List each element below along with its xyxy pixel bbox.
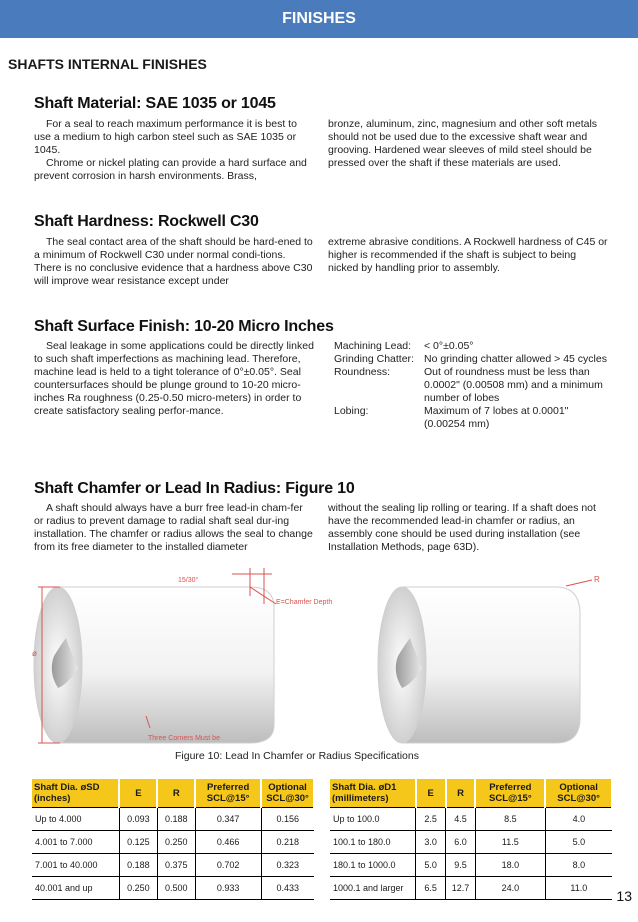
table-cell: 8.0 xyxy=(545,854,612,877)
table-cell: 4.001 to 7.000 xyxy=(32,831,119,854)
spec-row xyxy=(334,340,610,353)
table-cell: 8.5 xyxy=(475,808,545,831)
chamfer-depth-label: E=Chamfer Depth xyxy=(276,599,333,606)
paragraph: bronze, aluminum, zinc, magnesium and other soft metals should not be used due to the excessive shaft wear and grooving. Hardened wear sleeves of mild steel should be pressed over the shaft if these materials are used. xyxy=(328,118,598,169)
page-number: 13 xyxy=(616,888,632,904)
shaft-material-left xyxy=(34,118,314,183)
table-cell: 0.347 xyxy=(195,808,261,831)
column-header: Shaft Dia. øD1 (millimeters) xyxy=(330,779,416,808)
table-cell: 0.466 xyxy=(195,831,261,854)
paragraph: For a seal to reach maximum performance it is best to use a medium to high carbon steel such as SAE 1035 or 1045. xyxy=(34,118,297,156)
spec-label: Lobing: xyxy=(334,405,369,417)
table-cell: 180.1 to 1000.0 xyxy=(330,854,416,877)
shaft-chamfer-left xyxy=(34,502,314,554)
spec-row xyxy=(334,366,610,405)
table-cell: 0.250 xyxy=(157,831,195,854)
table-row xyxy=(32,808,314,831)
spec-value: < 0°±0.05° xyxy=(424,340,474,352)
table-cell: 6.0 xyxy=(446,831,476,854)
table-row xyxy=(32,877,314,900)
paragraph: The seal contact area of the shaft should be hard-ened to a minimum of Rockwell C30 under normal condi-tions. There is no conclusive evidence that a hardness above C30 will improve wear resistance except under xyxy=(34,236,313,287)
shaft-chamfer-title: Shaft Chamfer or Lead In Radius: Figure 10 xyxy=(34,480,355,497)
shaft-hardness-right xyxy=(328,236,608,275)
shaft-surface-title: Shaft Surface Finish: 10-20 Micro Inches xyxy=(34,318,334,335)
table-cell: 0.433 xyxy=(261,877,314,900)
table-cell: 7.001 to 40.000 xyxy=(32,854,119,877)
shaft-hardness-left xyxy=(34,236,314,288)
column-header: R xyxy=(446,779,476,808)
table-cell: Up to 100.0 xyxy=(330,808,416,831)
chamfered-shaft xyxy=(32,568,332,743)
radiused-shaft xyxy=(378,575,600,743)
shaft-hardness-title: Shaft Hardness: Rockwell C30 xyxy=(34,213,259,230)
table-cell: 6.5 xyxy=(416,877,446,900)
table-cell: 12.7 xyxy=(446,877,476,900)
spec-row xyxy=(334,353,610,366)
table-cell: 3.0 xyxy=(416,831,446,854)
shaft-material-right xyxy=(328,118,608,170)
inch-spec-table xyxy=(32,779,315,900)
spec-value: Out of roundness must be less than 0.0002" (0.00508 mm) and a minimum number of lobes xyxy=(424,366,603,404)
chamfer-figure xyxy=(0,560,638,750)
table-cell: 0.702 xyxy=(195,854,261,877)
column-header: E xyxy=(416,779,446,808)
table-cell: 18.0 xyxy=(475,854,545,877)
table-cell: 40.001 and up xyxy=(32,877,119,900)
table-cell: 2.5 xyxy=(416,808,446,831)
column-header: Optional SCL@30° xyxy=(545,779,612,808)
table-row xyxy=(330,877,612,900)
table-cell: 0.218 xyxy=(261,831,314,854)
column-header: Optional SCL@30° xyxy=(261,779,314,808)
mm-spec-table xyxy=(330,779,613,900)
table-cell: 0.323 xyxy=(261,854,314,877)
column-header: E xyxy=(119,779,157,808)
corner-note-label: Three Corners Must be xyxy=(148,735,220,742)
table-cell: 11.5 xyxy=(475,831,545,854)
table-cell: 0.093 xyxy=(119,808,157,831)
spec-value: Maximum of 7 lobes at 0.0001" (0.00254 mm) xyxy=(424,405,569,430)
paragraph: A shaft should always have a burr free lead-in cham-fer or radius to prevent damage to radial shaft seal dur-ing installation. The chamfer or radius allows the seal to change from its free diameter to the installed diameter xyxy=(34,502,313,553)
table-cell: 0.156 xyxy=(261,808,314,831)
table-cell: Up to 4.000 xyxy=(32,808,119,831)
table-cell: 4.0 xyxy=(545,808,612,831)
paragraph: extreme abrasive conditions. A Rockwell hardness of C45 or higher is recommended if the shaft is subject to being nicked by handling prior to assembly. xyxy=(328,236,608,274)
angle-label: 15/30° xyxy=(178,577,199,584)
table-cell: 5.0 xyxy=(545,831,612,854)
table-cell: 0.500 xyxy=(157,877,195,900)
radius-label: R xyxy=(594,575,600,584)
column-header: R xyxy=(157,779,195,808)
table-cell: 0.125 xyxy=(119,831,157,854)
spec-label: Roundness: xyxy=(334,366,391,378)
column-header: Preferred SCL@15° xyxy=(475,779,545,808)
table-cell: 9.5 xyxy=(446,854,476,877)
table-row xyxy=(32,831,314,854)
table-row xyxy=(330,831,612,854)
surface-spec-list xyxy=(334,340,610,431)
table-header-row xyxy=(32,779,314,808)
spec-value: No grinding chatter allowed > 45 cycles xyxy=(424,353,607,365)
table-cell: 0.188 xyxy=(157,808,195,831)
table-cell: 24.0 xyxy=(475,877,545,900)
table-cell: 5.0 xyxy=(416,854,446,877)
page-banner: FINISHES xyxy=(0,0,638,38)
table-cell: 100.1 to 180.0 xyxy=(330,831,416,854)
paragraph: Chrome or nickel plating can provide a hard surface and prevent corrosion in harsh environments. Brass, xyxy=(34,157,307,182)
figure-caption: Figure 10: Lead In Chamfer or Radius Specifications xyxy=(175,750,419,762)
paragraph: Seal leakage in some applications could be directly linked to such shaft imperfections as machining lead. Therefore, machine lead is held to a tight tolerance of 0°±0.05°. Seal countersurfaces should be plunge ground to 10-20 micro-inches Ra roughness (0.25-0.50 micro-meters) in order to create satisfactory sealing perfor-mance. xyxy=(34,340,314,417)
diameter-label: ø xyxy=(32,649,37,658)
table-header-row xyxy=(330,779,612,808)
section-subheading: SHAFTS INTERNAL FINISHES xyxy=(8,56,207,72)
column-header: Shaft Dia. øSD (inches) xyxy=(32,779,119,808)
table-row xyxy=(32,854,314,877)
table-row xyxy=(330,854,612,877)
table-cell: 0.375 xyxy=(157,854,195,877)
column-header: Preferred SCL@15° xyxy=(195,779,261,808)
shaft-chamfer-right xyxy=(328,502,608,554)
table-cell: 1000.1 and larger xyxy=(330,877,416,900)
spec-label: Machining Lead: xyxy=(334,340,412,352)
table-cell: 0.933 xyxy=(195,877,261,900)
spec-label: Grinding Chatter: xyxy=(334,353,414,365)
shaft-material-title: Shaft Material: SAE 1035 or 1045 xyxy=(34,95,276,112)
table-cell: 11.0 xyxy=(545,877,612,900)
table-cell: 4.5 xyxy=(446,808,476,831)
paragraph: without the sealing lip rolling or tearing. If a shaft does not have the recommended lead-in chamfer or radius, an assembly cone should be used during installation (see Installation Methods, page 63D). xyxy=(328,502,596,553)
shaft-surface-left xyxy=(34,340,314,418)
table-row xyxy=(330,808,612,831)
table-cell: 0.188 xyxy=(119,854,157,877)
table-cell: 0.250 xyxy=(119,877,157,900)
spec-row xyxy=(334,405,610,431)
